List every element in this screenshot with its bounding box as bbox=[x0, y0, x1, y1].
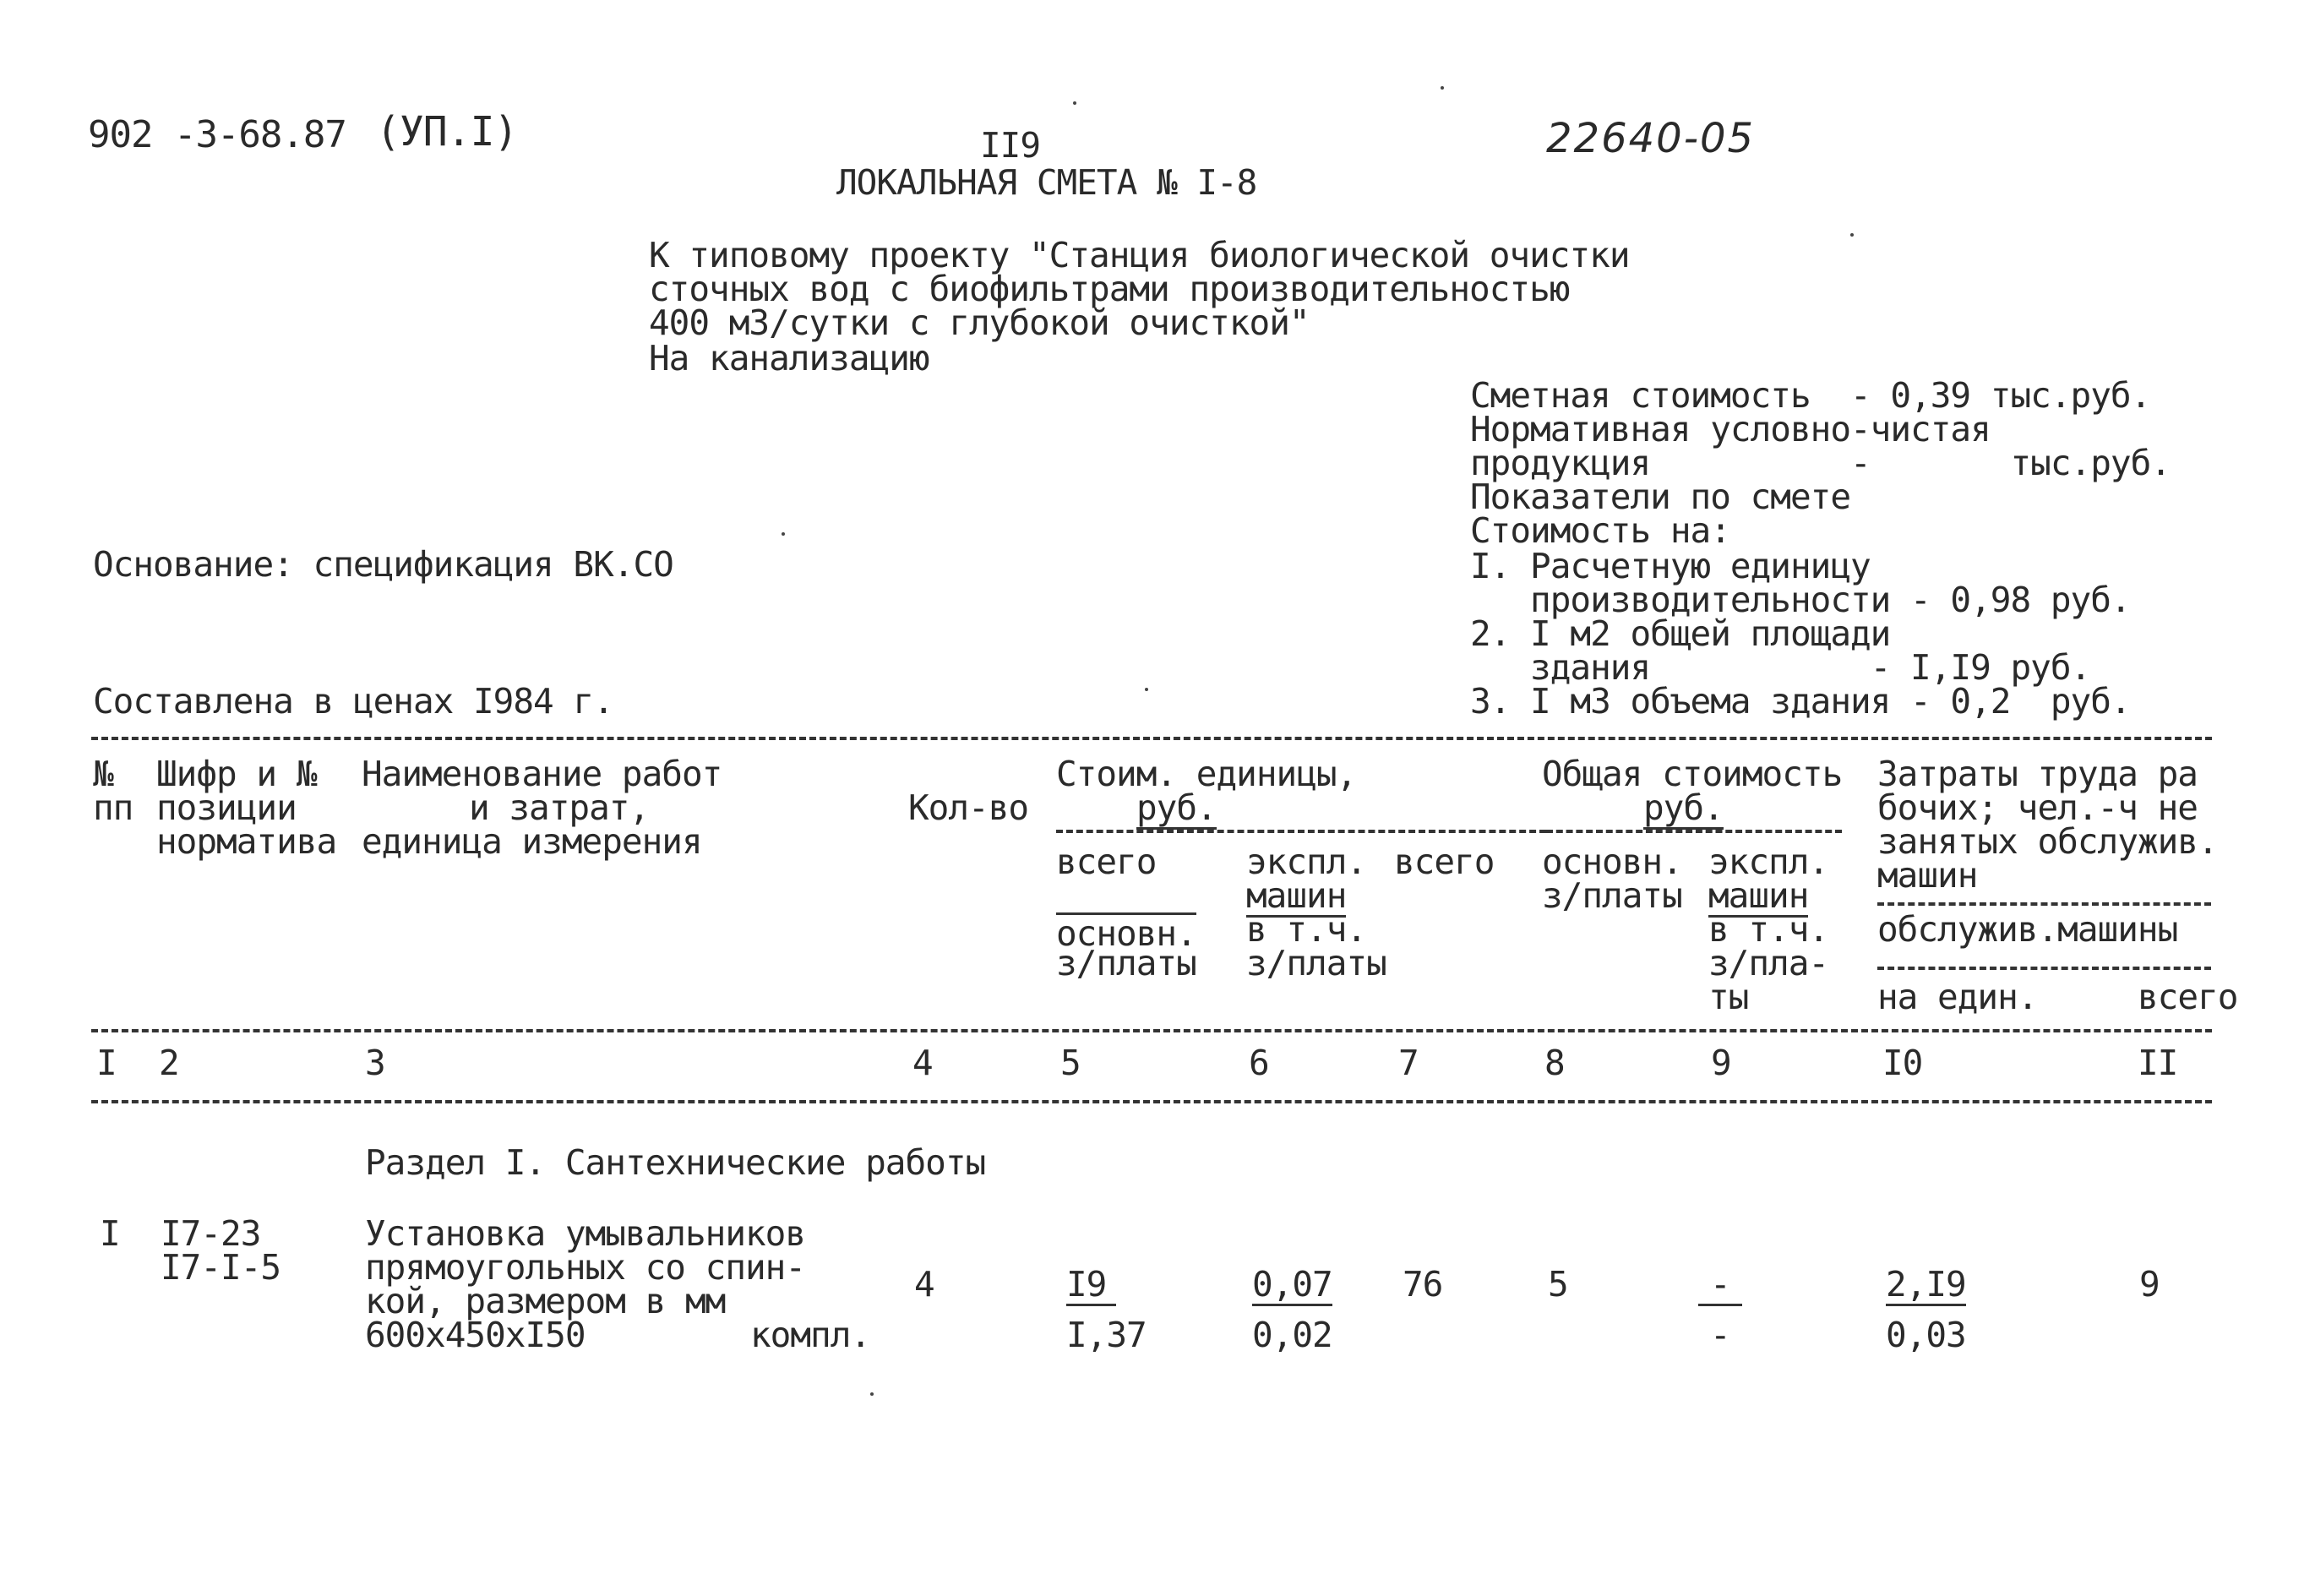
col-name-2: и затрат, bbox=[469, 787, 650, 828]
uc-mach-label-4: з/платы bbox=[1246, 943, 1386, 983]
col-code-1: Шифр и № bbox=[156, 754, 317, 794]
labor-heading-4: машин bbox=[1877, 855, 1978, 896]
column-numbers-rule bbox=[91, 1100, 2212, 1103]
indicator-1-line-1: I. Расчетную единицу bbox=[1470, 546, 1871, 586]
row-1-total: 76 bbox=[1403, 1264, 1443, 1305]
row-1-number: I bbox=[100, 1213, 120, 1254]
basis-line: Основание: спецификация ВК.СО bbox=[93, 544, 673, 585]
row-1-labor-per-unit: 2,I9 bbox=[1886, 1264, 1966, 1305]
service-machines-label: обслужив.машины bbox=[1877, 909, 2178, 950]
total-cost-heading: Общая стоимость bbox=[1542, 754, 1843, 794]
tc-mach-label-4: з/пла- bbox=[1708, 943, 1829, 983]
tc-mach-label-5: ты bbox=[1708, 977, 1749, 1017]
document-code: 902 -3-68.87 bbox=[88, 113, 346, 156]
colnum-4: 4 bbox=[912, 1043, 933, 1083]
colnum-11: II bbox=[2138, 1043, 2178, 1083]
colnum-9: 9 bbox=[1711, 1043, 1731, 1083]
cost-on-heading: Стоимость на: bbox=[1470, 510, 1730, 551]
volume-label: (УП.I) bbox=[376, 108, 518, 155]
row-1-name-3: кой, размером в мм bbox=[365, 1281, 726, 1321]
colnum-3: 3 bbox=[365, 1043, 385, 1083]
tc-mach-label-1: экспл. bbox=[1708, 842, 1829, 882]
row-1-total-basic-wage: 5 bbox=[1548, 1264, 1568, 1305]
labor-heading-2: бочих; чел.-ч не bbox=[1877, 787, 2198, 828]
colnum-10: I0 bbox=[1882, 1043, 1923, 1083]
tc-mach-label-2: машин bbox=[1708, 875, 1809, 916]
scan-speck bbox=[1073, 101, 1076, 105]
tc-basic-label-1: основн. bbox=[1542, 842, 1682, 882]
row-1-unit-machines: 0,07 bbox=[1252, 1264, 1332, 1305]
uc-basic-label-2: з/платы bbox=[1056, 943, 1196, 983]
scan-speck bbox=[782, 532, 785, 536]
indicator-2-line-1: 2. I м2 общей площади bbox=[1470, 613, 1891, 654]
tc-basic-label-2: з/платы bbox=[1542, 875, 1682, 916]
col-name-3: единица измерения bbox=[362, 821, 702, 862]
row-1-unit-machines-wage: 0,02 bbox=[1252, 1315, 1332, 1355]
uc-mach-label-3: в т.ч. bbox=[1246, 909, 1367, 950]
colnum-7: 7 bbox=[1398, 1043, 1419, 1083]
page-number: II9 bbox=[980, 125, 1041, 166]
unit-cost-rule bbox=[1056, 830, 1546, 833]
colnum-1: I bbox=[96, 1043, 117, 1083]
labor-heading-3: занятых обслужив. bbox=[1877, 821, 2218, 862]
row-1-total-machines-wage: - bbox=[1710, 1315, 1730, 1355]
section-title: Раздел I. Сантехнические работы bbox=[365, 1142, 986, 1183]
colnum-6: 6 bbox=[1249, 1043, 1269, 1083]
uc-mach-label-1: экспл. bbox=[1246, 842, 1367, 882]
colnum-2: 2 bbox=[159, 1043, 179, 1083]
col-name-1: Наименование работ bbox=[362, 754, 722, 794]
uc-mach-label-2: машин bbox=[1246, 875, 1347, 916]
indicator-3: 3. I м3 объема здания - 0,2 руб. bbox=[1470, 681, 2131, 722]
project-line-4: На канализацию bbox=[649, 338, 929, 379]
row-1-code-1: I7-23 bbox=[161, 1213, 261, 1254]
price-level-line: Составлена в ценах I984 г. bbox=[93, 681, 613, 722]
scan-speck bbox=[1145, 688, 1148, 691]
scan-speck bbox=[1850, 233, 1854, 237]
row-1-name-1: Установка умывальников bbox=[365, 1213, 806, 1254]
col-quantity: Кол-во bbox=[908, 787, 1029, 828]
scan-speck bbox=[1441, 86, 1444, 90]
estimated-cost: Сметная стоимость - 0,39 тыс.руб. bbox=[1470, 375, 2151, 416]
project-line-1: К типовому проекту "Станция биологической очистки bbox=[649, 235, 1630, 275]
row-1-labor-per-unit-2: 0,03 bbox=[1886, 1315, 1966, 1355]
per-unit-label: на един. bbox=[1877, 977, 2038, 1017]
col-no-1: № bbox=[93, 754, 113, 794]
uc-total-label: всего bbox=[1056, 842, 1157, 882]
row-1-unit-total: I9 bbox=[1066, 1267, 1116, 1306]
normative-product-2: продукция - тыс.руб. bbox=[1470, 443, 2171, 483]
unit-cost-heading: Стоим. единицы, bbox=[1056, 754, 1357, 794]
project-line-3: 400 м3/сутки с глубокой очисткой" bbox=[649, 302, 1310, 343]
total-cost-rule bbox=[1546, 830, 1842, 833]
indicator-2-line-2: здания - I,I9 руб. bbox=[1470, 647, 2091, 688]
indicator-1-line-2: производительности - 0,98 руб. bbox=[1470, 580, 2131, 620]
unit-cost-currency: руб. bbox=[1136, 787, 1217, 828]
indicators-heading: Показатели по смете bbox=[1470, 477, 1850, 517]
row-1-code-2: I7-I-5 bbox=[161, 1247, 281, 1288]
row-1-labor-total: 9 bbox=[2139, 1264, 2160, 1305]
row-1-quantity: 4 bbox=[914, 1264, 934, 1305]
scan-speck bbox=[870, 1392, 874, 1396]
labor-heading-1: Затраты труда ра bbox=[1877, 754, 2198, 794]
tc-mach-label-3: в т.ч. bbox=[1708, 909, 1829, 950]
labor-rule-2 bbox=[1877, 967, 2211, 970]
document-title: ЛОКАЛЬНАЯ СМЕТА № I-8 bbox=[836, 162, 1257, 203]
uc-basic-label-1: основн. bbox=[1056, 913, 1196, 954]
row-1-name-4: 600х450хI50 bbox=[365, 1315, 586, 1355]
colnum-5: 5 bbox=[1060, 1043, 1081, 1083]
stamp-number: 22640-05 bbox=[1546, 115, 1756, 162]
labor-total-label: всего bbox=[2138, 977, 2238, 1017]
total-cost-currency: руб. bbox=[1643, 787, 1724, 828]
header-top-rule bbox=[91, 737, 2212, 740]
row-1-unit-basic-wage: I,37 bbox=[1066, 1315, 1147, 1355]
row-1-unit: компл. bbox=[750, 1315, 871, 1355]
row-1-name-2: прямоугольных со спин- bbox=[365, 1247, 806, 1288]
header-bottom-rule bbox=[91, 1029, 2212, 1032]
project-line-2: сточных вод с биофильтрами производительностью bbox=[649, 269, 1570, 309]
labor-rule-1 bbox=[1877, 902, 2211, 906]
colnum-8: 8 bbox=[1544, 1043, 1565, 1083]
col-code-2: позиции bbox=[156, 787, 297, 828]
normative-product-1: Нормативная условно-чистая bbox=[1470, 409, 1991, 449]
col-code-3: норматива bbox=[156, 821, 337, 862]
col-no-2: пп bbox=[93, 787, 133, 828]
tc-total-label: всего bbox=[1394, 842, 1495, 882]
row-1-total-machines: - bbox=[1698, 1267, 1742, 1306]
